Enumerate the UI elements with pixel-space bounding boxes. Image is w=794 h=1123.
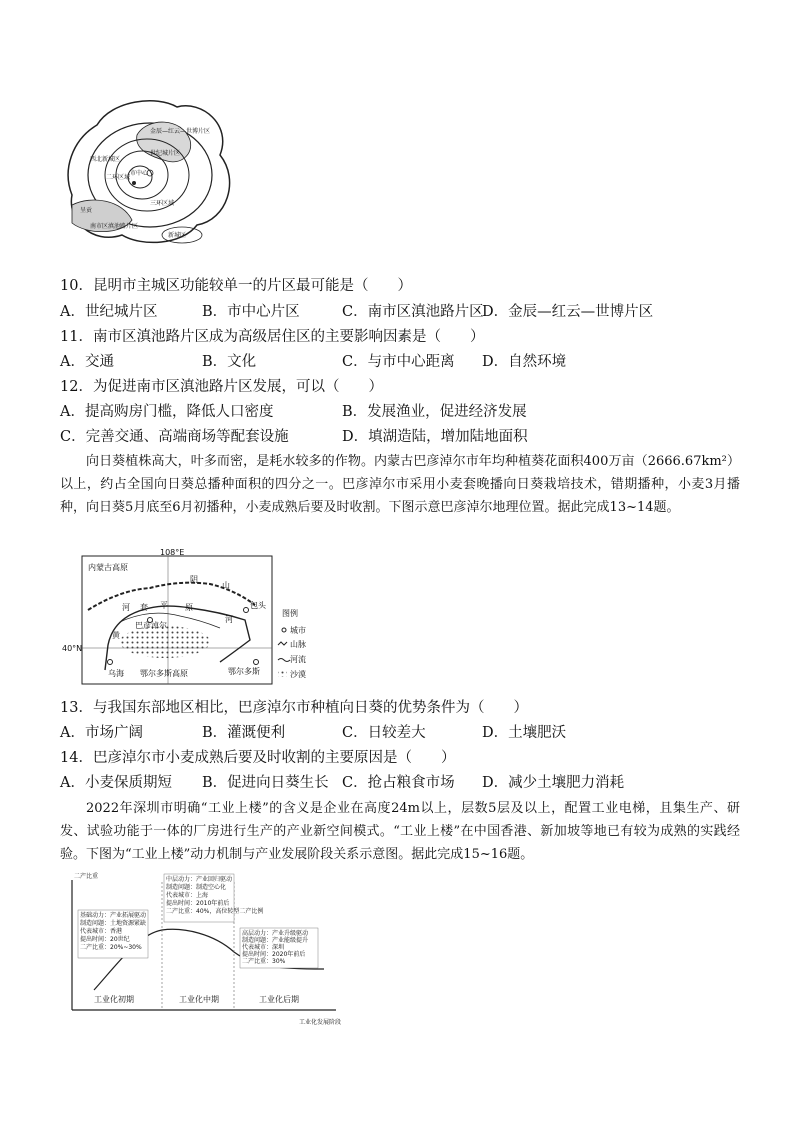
question-12-stem: 12．为促进南市区滇池路片区发展，可以（ ） (60, 379, 383, 395)
map-label-huang: 黄 (112, 631, 120, 640)
legend-mountain-icon (278, 642, 287, 645)
q11-option-a[interactable]: A．交通 (60, 354, 114, 370)
industry-stage-diagram (64, 872, 364, 1032)
map-label-city: 巴彦淖尔 (135, 621, 167, 630)
q12-option-b[interactable]: B．发展渔业，促进经济发展 (342, 404, 527, 420)
q10-option-a[interactable]: A．世纪城片区 (60, 304, 158, 320)
question-13-stem: 13．与我国东部地区相比，巴彦淖尔市种植向日葵的优势条件为（ ） (60, 700, 528, 716)
zone-label-nanshi: 南市区滇池路片区 (90, 223, 139, 230)
q11-option-b[interactable]: B．文化 (202, 354, 257, 370)
q10-option-d[interactable]: D．金辰—红云—世博片区 (482, 304, 654, 320)
q11-option-c[interactable]: C．与市中心距离 (342, 354, 455, 370)
passage-industry-upstairs: 2022年深圳市明确“工业上楼”的含义是企业在高度24m以上，层数5层及以上，配置工业电梯，且集生产、研发、试验功能于一体的厂房进行生产的产业新空间模式。“工业上楼”在中国香港、新加坡等地已有较为成熟的实践经验。下图为“工业上楼”动力机制与产业发展阶段关系示意图。据此完成15~16题。 (60, 801, 740, 862)
zone-label-jinchen: 金辰—红云—世博片区 (150, 128, 211, 135)
box1-line5: 二产比重：20%~30% (80, 944, 142, 951)
zone-label-center: 市中心 (130, 170, 149, 177)
q12-option-c[interactable]: C．完善交通、高端商场等配套设施 (60, 429, 289, 445)
box3-line4: 提出时间：2020年前后 (242, 951, 306, 958)
zone-label-ring2: 二环区域 (106, 174, 131, 181)
q14-option-d[interactable]: D．减少土壤肥力消耗 (482, 775, 625, 791)
legend-city-icon (282, 628, 286, 632)
zone-label-xincheng: 新城区 (168, 232, 187, 239)
map-label-ping: 平 (160, 601, 168, 610)
q13-option-b[interactable]: B．灌溉便利 (202, 725, 286, 741)
box1-line2: 制造问题：土地资源紧缺 (80, 920, 147, 927)
q13-option-c[interactable]: C．日较差大 (342, 725, 426, 741)
map-label-ordos: 鄂尔多斯 (228, 667, 260, 676)
q12-option-a[interactable]: A．提高购房门槛，降低人口密度 (60, 404, 274, 420)
map-label-he: 河 (122, 603, 130, 612)
map-legend-city: 城市 (290, 626, 306, 635)
bayannur-map (60, 548, 306, 690)
map-label-shan: 山 (222, 581, 230, 590)
box1-line4: 提出时间：20世纪 (80, 936, 130, 943)
map-label-river-he: 河 (225, 615, 233, 624)
map-lon-label: 108°E (160, 548, 185, 557)
stage-early: 工业化初期 (94, 995, 134, 1004)
box3-line2: 制造问题：产业能级提升 (242, 937, 309, 944)
zone-label-chenggong: 呈贡 (80, 207, 93, 214)
map-label-plateau: 内蒙古高原 (88, 563, 128, 572)
q10-option-b[interactable]: B．市中心片区 (202, 304, 300, 320)
map-legend-river: 河流 (290, 655, 306, 664)
zone-label-shijicheng: 世纪城片区 (150, 150, 181, 157)
question-10-stem: 10．昆明市主城区功能较单一的片区最可能是（ ） (60, 278, 412, 294)
q11-option-d[interactable]: D．自然环境 (482, 354, 567, 370)
map-legend-mountain: 山脉 (290, 640, 306, 649)
stage-late: 工业化后期 (259, 995, 299, 1004)
map-label-ordos-plateau: 鄂尔多斯高原 (140, 669, 188, 678)
box2-line2: 制造问题：制造空心化 (166, 884, 227, 891)
box1-line1: 基础动力：产业拓展驱动 (80, 912, 147, 919)
box1-line3: 代表城市：香港 (80, 928, 123, 935)
map-label-baotou: 包头 (250, 601, 266, 610)
box2-line4: 提出时间：2010年前后 (166, 900, 230, 907)
map-legend-desert: 沙漠 (290, 670, 306, 679)
q10-option-c[interactable]: C．南市区滇池路片区 (342, 304, 484, 320)
q14-option-a[interactable]: A．小麦保质期短 (60, 775, 172, 791)
question-14-stem: 14．巴彦淖尔市小麦成熟后要及时收割的主要原因是（ ） (60, 750, 456, 766)
map-label-yuan: 原 (185, 603, 193, 612)
q13-option-d[interactable]: D．土壤肥沃 (482, 725, 567, 741)
map-label-wuhai: 乌海 (108, 669, 124, 678)
box2-line1: 中层动力：产业回归驱动 (166, 876, 233, 883)
legend-river-icon (278, 659, 290, 662)
q14-option-b[interactable]: B．促进向日葵生长 (202, 775, 329, 791)
kunming-zone-diagram (62, 95, 242, 250)
q12-option-d[interactable]: D．填湖造陆，增加陆地面积 (342, 429, 528, 445)
chart-xlabel: 工业化发展阶段 (299, 1019, 342, 1026)
map-label-yin: 阴 (190, 575, 198, 584)
question-11-stem: 11．南市区滇池路片区成为高级居住区的主要影响因素是（ ） (60, 329, 485, 345)
legend-desert-icon (278, 670, 287, 677)
stage-mid: 工业化中期 (179, 995, 219, 1004)
q14-option-c[interactable]: C．抢占粮食市场 (342, 775, 455, 791)
passage-sunflower: 向日葵植株高大，叶多而密，是耗水较多的作物。内蒙古巴彦淖尔市年均种植葵花面积400万亩（2666.67km²）以上，约占全国向日葵总播种面积的四分之一。巴彦淖尔市采用小麦套晚播向日葵栽培技术，错期播种，小麦3月播种，向日葵5月底至6月初播种，小麦成熟后要及时收割。下图示意巴彦淖尔地理位置。据此完成13~14题。 (60, 454, 740, 515)
map-lat-label: 40°N (62, 644, 83, 653)
zone-label-ring3: 三环区域 (150, 200, 175, 207)
q13-option-a[interactable]: A．市场广阔 (60, 725, 143, 741)
map-label-tao: 套 (140, 603, 148, 612)
zone-label-xibei: 西北新城区 (90, 156, 121, 163)
chart-ylabel: 二产比重 (74, 873, 99, 880)
box3-line3: 代表城市：深圳 (242, 944, 285, 951)
box3-line1: 高层动力：产业升级驱动 (242, 930, 309, 937)
box3-line5: 二产比重：30% (242, 958, 286, 965)
box2-line5: 二产比重：40%，高位转型二产比例 (166, 908, 264, 915)
map-legend-title: 图例 (282, 609, 298, 618)
box2-line3: 代表城市：上海 (166, 892, 209, 899)
